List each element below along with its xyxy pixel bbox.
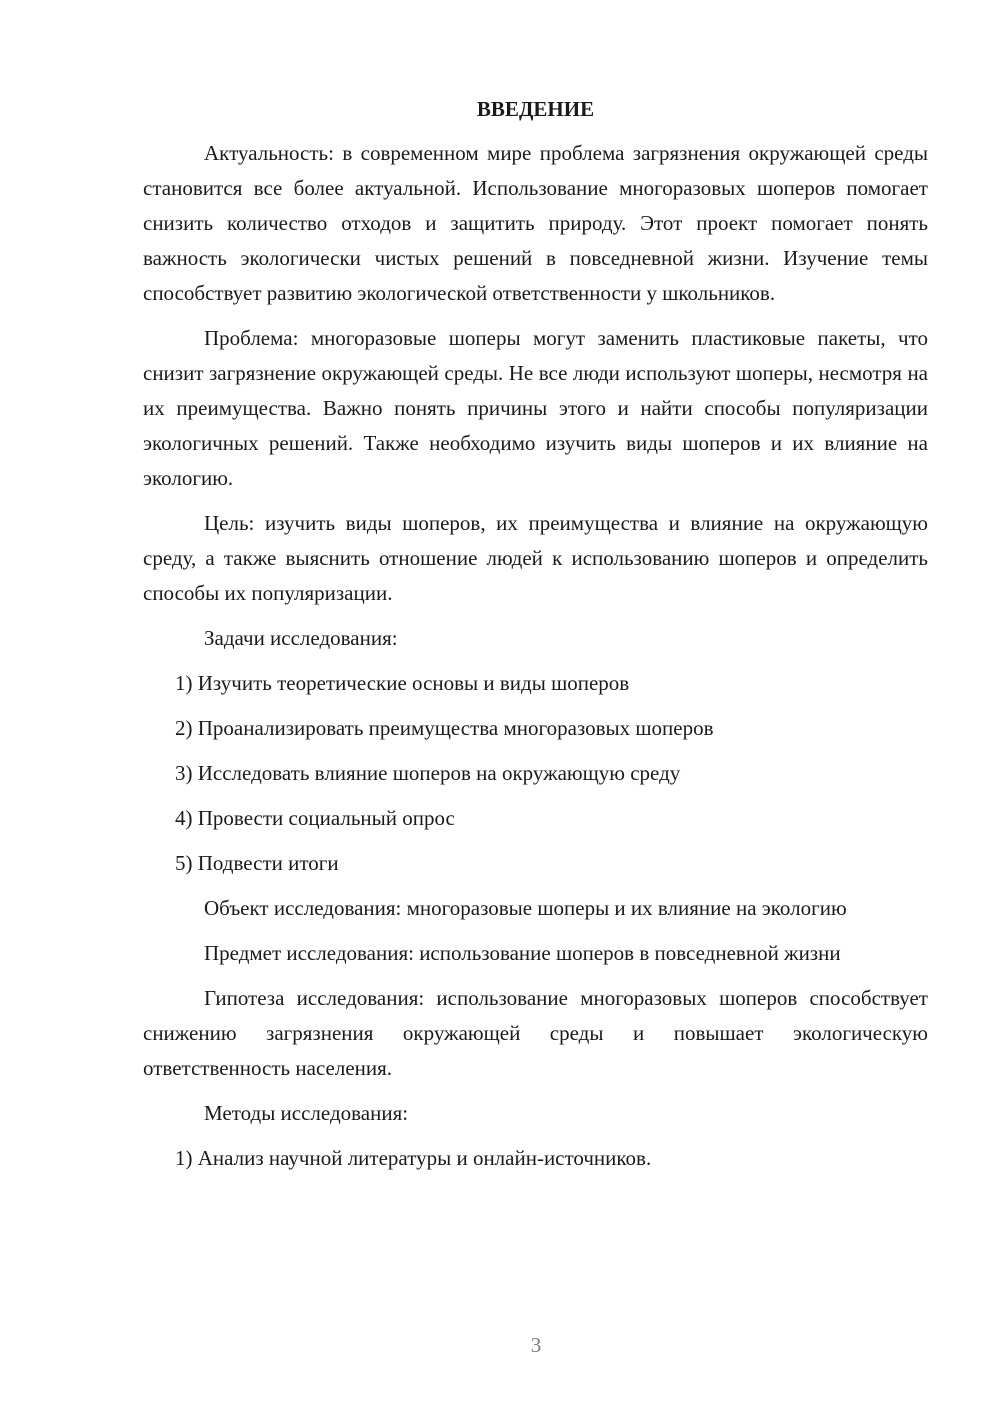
task-item: 2) Проанализировать преимущества многоразовых шоперов: [175, 716, 714, 740]
section-heading: ВВЕДЕНИЕ: [476, 97, 595, 121]
paragraph-subject: Предмет исследования: использование шоперов в повседневной жизни: [204, 941, 841, 965]
paragraph-relevance: Актуальность: в современном мире проблема загрязнения окружающей среды становится все более актуальной. Использование многоразовых шоперов помогает снизить количество отходов и защитить природу. Этот проект помогает понять важность экологически чистых решений в повседневной жизни. Изучение темы способствует развитию экологической ответственности у школьников.: [143, 141, 928, 305]
methods-title: Методы исследования:: [204, 1101, 409, 1125]
paragraph-hypothesis: Гипотеза исследования: использование многоразовых шоперов способствует снижению загрязнения окружающей среды и повышает экологическую ответственность населения.: [143, 986, 928, 1080]
method-item: 1) Анализ научной литературы и онлайн-источников.: [175, 1146, 652, 1170]
task-item: 3) Исследовать влияние шоперов на окружающую среду: [175, 761, 681, 785]
tasks-title: Задачи исследования:: [204, 626, 398, 650]
paragraph-problem: Проблема: многоразовые шоперы могут заменить пластиковые пакеты, что снизит загрязнение окружающей среды. Не все люди используют шоперы, несмотря на их преимущества. Важно понять причины этого и найти способы популяризации экологичных решений. Также необходимо изучить виды шоперов и их влияние на экологию.: [143, 326, 928, 490]
paragraph-object: Объект исследования: многоразовые шоперы и их влияние на экологию: [204, 896, 847, 920]
task-item: 4) Провести социальный опрос: [175, 806, 455, 830]
task-item: 5) Подвести итоги: [175, 851, 339, 875]
page-number: 3: [530, 1333, 542, 1357]
task-item: 1) Изучить теоретические основы и виды шоперов: [175, 671, 630, 695]
page-content: [143, 94, 928, 1186]
paragraph-goal: Цель: изучить виды шоперов, их преимущества и влияние на окружающую среду, а также выяснить отношение людей к использованию шоперов и определить способы их популяризации.: [143, 511, 928, 605]
